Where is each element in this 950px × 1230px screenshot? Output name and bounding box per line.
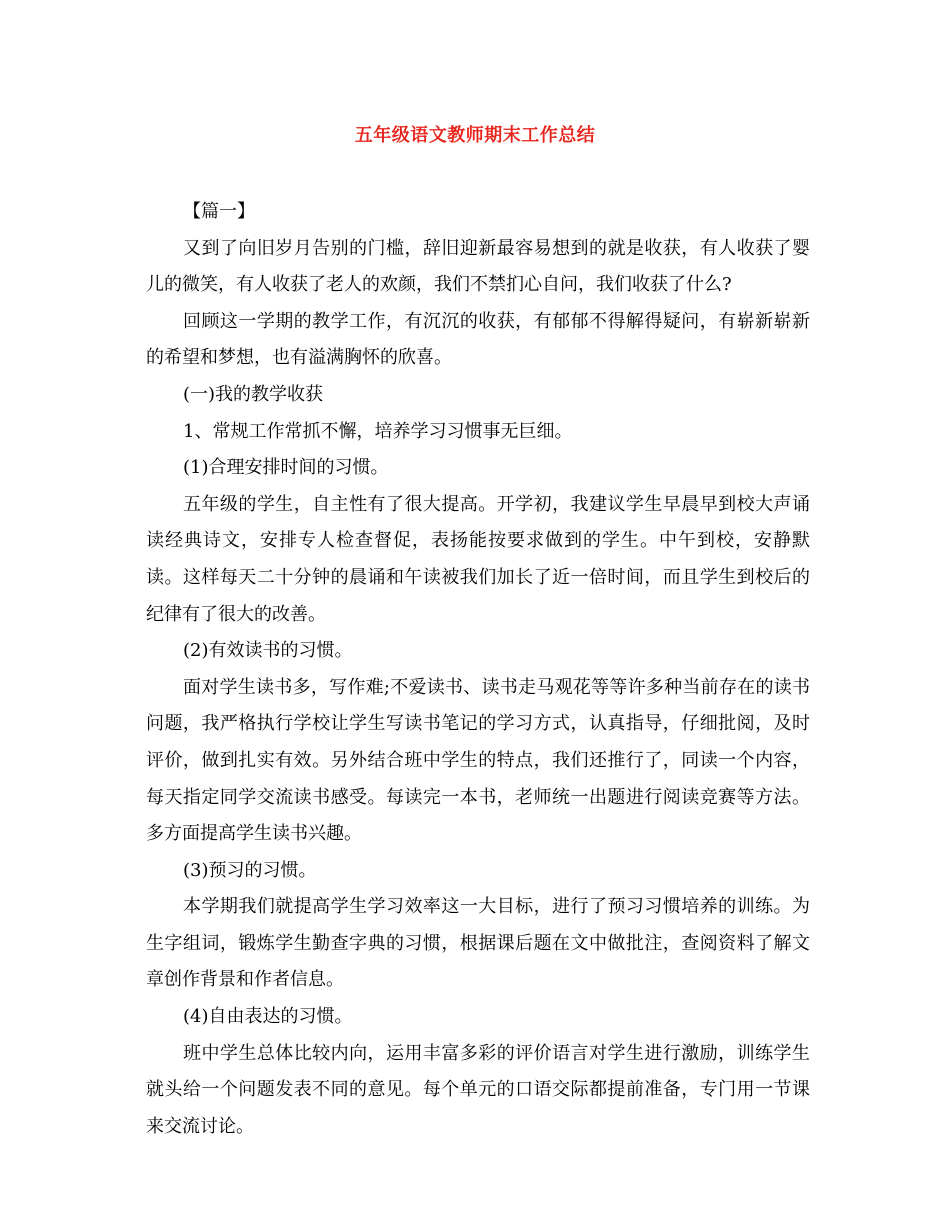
habit-heading-time: (1)合理安排时间的习惯。 [183,457,389,479]
document-body [146,194,810,1145]
document-title: 五年级语文教师期末工作总结 [354,125,596,146]
habit-paragraph-reading: 面对学生读书多，写作难;不爱读书、读书走马观花等等许多种当前存在的读书问题，我严格执行学校让学生写读书笔记的学习方式，认真指导，仔细批阅，及时评价，做到扎实有效。另外结合班中学生的特点，我们还推行了，同读一个内容，每天指定同学交流读书感受。每读完一本书，老师统一出题进行阅读竞赛等方法。多方面提高学生读书兴趣。 [146,676,810,845]
subheading-teaching-gains: (一)我的教学收获 [183,383,324,405]
point-routine-work: 1、常规工作常抓不懈，培养学习习惯事无巨细。 [183,420,573,442]
section-heading-part-one: 【篇一】 [183,201,255,222]
habit-paragraph-expression: 班中学生总体比较内向，运用丰富多彩的评价语言对学生进行激励，训练学生就头给一个问题发表不同的意见。每个单元的口语交际都提前准备，专门用一节课来交流讨论。 [146,1042,810,1137]
habit-heading-reading: (2)有效读书的习惯。 [183,640,353,662]
habit-heading-expression: (4)自由表达的习惯。 [183,1006,353,1028]
intro-paragraph: 又到了向旧岁月告别的门槛，辞旧迎新最容易想到的就是收获，有人收获了婴儿的微笑，有人收获了老人的欢颜，我们不禁扪心自问，我们收获了什么? [146,237,810,296]
habit-paragraph-time: 五年级的学生，自主性有了很大提高。开学初，我建议学生早晨早到校大声诵读经典诗文，安排专人检查督促，表扬能按要求做到的学生。中午到校，安静默读。这样每天二十分钟的晨诵和午读被我们加长了近一倍时间，而且学生到校后的纪律有了很大的改善。 [146,493,810,625]
habit-paragraph-preview: 本学期我们就提高学生学习效率这一大目标，进行了预习习惯培养的训练。为生字组词，锻炼学生勤查字典的习惯，根据课后题在文中做批注，查阅资料了解文章创作背景和作者信息。 [146,896,810,991]
habit-heading-preview: (3)预习的习惯。 [183,859,317,881]
review-paragraph: 回顾这一学期的教学工作，有沉沉的收获，有郁郁不得解得疑问，有崭新崭新的希望和梦想，也有溢满胸怀的欣喜。 [146,310,810,369]
